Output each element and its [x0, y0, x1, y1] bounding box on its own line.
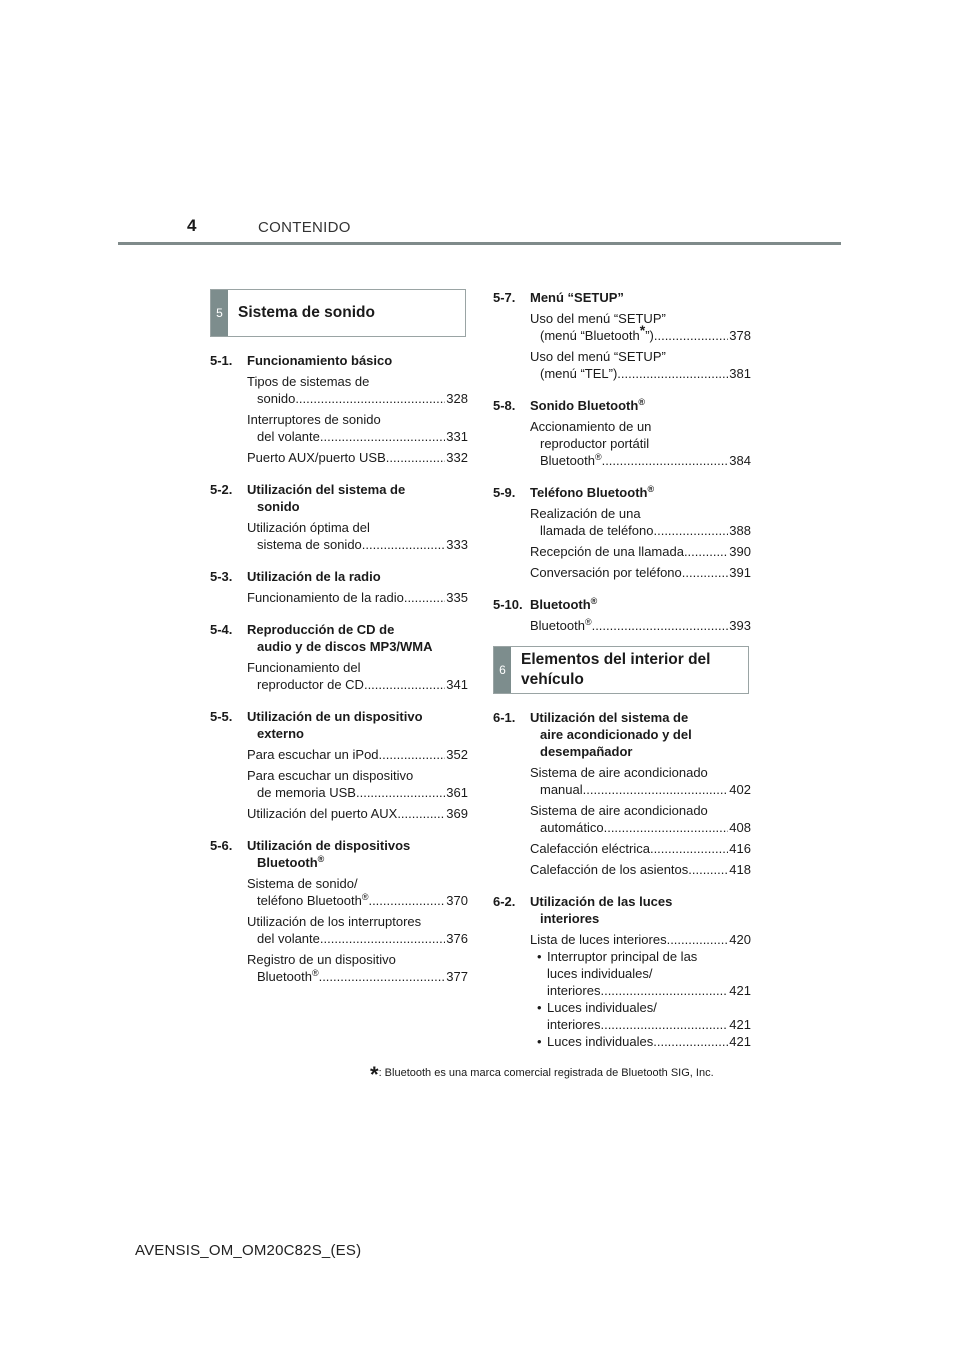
chapter-title-line2: aire acondicionado y del	[540, 727, 692, 742]
chapter-title-line2: interiores	[540, 911, 600, 926]
chapter-title-line1: Utilización de un dispositivo	[247, 709, 423, 724]
chapter	[210, 837, 468, 985]
toc-entry-line1: Funcionamiento del	[247, 660, 361, 675]
toc-entry-line	[530, 840, 751, 857]
chapter-title	[247, 481, 468, 515]
toc-entry-text: sistema de sonido	[257, 537, 362, 552]
toc-entry-line1: Uso del menú “SETUP”	[530, 311, 666, 326]
leader-dots	[320, 428, 445, 445]
page-ref: 421	[729, 1034, 751, 1049]
chapter-number: 5-2.	[210, 482, 233, 497]
toc-entry-line	[247, 676, 468, 693]
page-ref: 393	[729, 618, 751, 633]
toc-entry[interactable]	[247, 951, 468, 985]
page-ref: 369	[446, 806, 468, 821]
leader-dots	[362, 536, 446, 553]
toc-entry-line1: Sistema de aire acondicionado	[530, 765, 708, 780]
toc-subentry-text: interiores	[547, 1017, 601, 1032]
section-title-line2: vehículo	[521, 671, 584, 688]
page-ref: 391	[729, 565, 751, 580]
chapter-title	[530, 289, 751, 306]
chapter	[493, 893, 751, 1050]
chapter-title	[530, 709, 751, 760]
toc-subentry-line1	[537, 948, 751, 965]
chapter-title-line2: sonido	[257, 499, 300, 514]
chapter-number: 5-7.	[493, 290, 516, 305]
chapter-title-line1: Utilización de la radio	[247, 569, 381, 584]
toc-entry-text: Calefacción eléctrica	[530, 841, 650, 856]
toc-entry-line	[247, 784, 468, 801]
chapter-title	[247, 568, 468, 585]
toc-entry[interactable]	[247, 746, 468, 763]
toc-entry-text: (menú “Bluetooth*”)	[540, 322, 654, 343]
chapter-heading[interactable]	[493, 397, 751, 414]
chapter-title-line2: Bluetooth®	[257, 854, 325, 870]
toc-entry-text: Bluetooth®	[257, 968, 319, 984]
chapter-title-line1: Utilización de las luces	[530, 894, 673, 909]
toc-entry-line1: Realización de una	[530, 506, 641, 521]
chapter-title-line1: Bluetooth®	[530, 596, 598, 612]
toc-subentry-line1b: luces individuales/	[547, 966, 653, 981]
toc-entry-text: Para escuchar un iPod	[247, 747, 379, 762]
toc-entry-line	[530, 543, 751, 560]
toc-entry-text: Bluetooth®	[530, 617, 592, 633]
toc-column-right	[493, 289, 751, 1050]
chapter-heading[interactable]	[210, 837, 468, 871]
page-ref: 341	[446, 677, 468, 692]
chapter-number: 5-8.	[493, 398, 516, 413]
toc-entry-text: Bluetooth®	[540, 452, 602, 468]
toc-entry-line	[530, 365, 751, 382]
toc-subentry-line	[537, 982, 751, 999]
leader-dots	[592, 617, 729, 634]
chapter-heading[interactable]	[210, 708, 468, 742]
chapter-number: 5-9.	[493, 485, 516, 500]
chapter-title-line1: Teléfono Bluetooth®	[530, 484, 655, 500]
toc-entry-text: (menú “TEL”)	[540, 366, 618, 381]
page-ref: 421	[729, 983, 751, 998]
toc-entry-text: Lista de luces interiores	[530, 932, 667, 947]
leader-dots	[319, 968, 446, 985]
footnote	[370, 1062, 714, 1088]
toc-entry[interactable]	[530, 802, 751, 836]
toc-entry-line	[530, 861, 751, 878]
chapter	[493, 397, 751, 469]
page-ref: 370	[446, 893, 468, 908]
toc-entry-line1: Accionamiento de un	[530, 419, 652, 434]
toc-entry[interactable]	[247, 659, 468, 693]
toc-entry-line	[247, 930, 468, 947]
chapter-title	[247, 352, 468, 369]
page-ref: 402	[729, 782, 751, 797]
page-ref: 408	[729, 820, 751, 835]
toc-entry[interactable]	[530, 543, 751, 560]
toc-entry[interactable]	[530, 764, 751, 798]
footnote-text: : Bluetooth es una marca comercial registrada de Bluetooth SIG, Inc.	[378, 1067, 714, 1079]
toc-entry-line	[530, 564, 751, 581]
toc-entry-line1: Interruptores de sonido	[247, 412, 381, 427]
section-title	[511, 647, 719, 693]
toc-entry[interactable]	[247, 589, 468, 606]
page-ref: 332	[446, 450, 468, 465]
leader-dots	[617, 365, 728, 382]
leader-dots	[295, 390, 445, 407]
chapter-heading[interactable]	[210, 621, 468, 655]
leader-dots	[650, 840, 728, 857]
toc-subentry-text: interiores	[547, 983, 601, 998]
toc-entry[interactable]	[530, 505, 751, 539]
chapter-number: 5-1.	[210, 353, 233, 368]
page-ref: 377	[446, 969, 468, 984]
chapter-number: 5-10.	[493, 597, 523, 612]
chapter	[210, 481, 468, 553]
chapter-number: 5-6.	[210, 838, 233, 853]
toc-entry-text: de memoria USB	[257, 785, 356, 800]
chapter-number: 5-3.	[210, 569, 233, 584]
toc-entry[interactable]	[247, 767, 468, 801]
toc-entry-line	[247, 390, 468, 407]
page-ref: 328	[446, 391, 468, 406]
toc-entry-line	[247, 428, 468, 445]
chapter-title-line1: Utilización de dispositivos	[247, 838, 411, 853]
toc-entry[interactable]	[530, 310, 751, 344]
page-ref: 352	[446, 747, 468, 762]
chapter-heading[interactable]	[493, 709, 751, 760]
section-header-6[interactable]	[493, 646, 749, 694]
toc-subentry-text: Luces individuales	[547, 1034, 654, 1049]
toc-entry-line	[530, 617, 751, 634]
toc-entry[interactable]	[247, 519, 468, 553]
toc-entry-line1: Sistema de sonido/	[247, 876, 358, 891]
toc-entry-text: manual	[540, 782, 583, 797]
chapter-title	[247, 621, 468, 655]
chapter-heading[interactable]	[493, 289, 751, 306]
toc-entry-line	[247, 449, 468, 466]
toc-entry-line1: Uso del menú “SETUP”	[530, 349, 666, 364]
toc-entry[interactable]	[247, 373, 468, 407]
page-ref: 361	[446, 785, 468, 800]
page-ref: 421	[729, 1017, 751, 1032]
toc-entry-text: Utilización del puerto AUX	[247, 806, 398, 821]
leader-dots	[379, 746, 446, 763]
toc-entry[interactable]	[247, 411, 468, 445]
leader-dots	[602, 452, 729, 469]
chapter	[493, 289, 751, 382]
page-ref: 416	[729, 841, 751, 856]
toc-entry-line1b: reproductor portátil	[540, 436, 650, 451]
toc-entry-line	[247, 589, 468, 606]
page-ref: 384	[729, 453, 751, 468]
chapter-heading[interactable]	[493, 484, 751, 501]
chapter-title	[247, 837, 468, 871]
chapter	[493, 709, 751, 878]
toc-entry-text: teléfono Bluetooth®	[257, 892, 369, 908]
toc-entry-line	[247, 968, 468, 985]
toc-entry-line1: Para escuchar un dispositivo	[247, 768, 414, 783]
toc-entry-text: sonido	[257, 391, 296, 406]
chapter-list	[493, 289, 751, 634]
chapter-title	[530, 484, 751, 501]
toc-subentry-line	[537, 1016, 751, 1033]
leader-dots	[684, 543, 728, 560]
toc-entry-line	[247, 892, 468, 909]
page-ref: 331	[446, 429, 468, 444]
toc-subentry-text: Luces individuales/	[547, 1000, 657, 1015]
chapter-list	[210, 352, 468, 985]
leader-dots	[583, 781, 729, 798]
footnote-mark: *	[370, 1062, 379, 1087]
chapter	[210, 621, 468, 693]
section-title: Sistema de sonido	[238, 304, 375, 321]
page-header	[0, 216, 960, 246]
chapter-heading[interactable]	[493, 596, 751, 613]
chapter-heading[interactable]	[210, 481, 468, 515]
toc-entry[interactable]	[530, 348, 751, 382]
chapter-number: 6-2.	[493, 894, 516, 909]
toc-entry[interactable]	[247, 913, 468, 947]
bullet-glyph: •	[537, 1034, 542, 1049]
page-ref: 390	[729, 544, 751, 559]
toc-entry-line1: Utilización óptima del	[247, 520, 370, 535]
toc-entry-text: llamada de teléfono	[540, 523, 654, 538]
leader-dots	[653, 522, 728, 539]
chapter-title-line1: Sonido Bluetooth®	[530, 397, 645, 413]
leader-dots	[397, 805, 445, 822]
chapter	[493, 484, 751, 581]
chapter-heading[interactable]	[210, 352, 468, 369]
chapter-title-line1: Menú “SETUP”	[530, 290, 624, 305]
toc-entry[interactable]	[530, 617, 751, 634]
toc-entry-line	[530, 781, 751, 798]
bullet-glyph: •	[537, 949, 542, 964]
chapter	[493, 596, 751, 634]
page-ref: 388	[729, 523, 751, 538]
chapter-title-line2: audio y de discos MP3/WMA	[257, 639, 433, 654]
page-ref: 335	[446, 590, 468, 605]
toc-entry-line	[247, 805, 468, 822]
toc-subentry[interactable]	[537, 999, 751, 1033]
leader-dots	[654, 327, 728, 344]
toc-entry-text: del volante	[257, 931, 320, 946]
leader-dots	[600, 1016, 728, 1033]
section-header-5[interactable]	[210, 289, 466, 337]
toc-entry-text: del volante	[257, 429, 320, 444]
chapter-title-line2: externo	[257, 726, 304, 741]
chapter	[210, 352, 468, 466]
toc-entry[interactable]	[247, 449, 468, 466]
toc-entry-line	[530, 322, 751, 344]
toc-entry-line1: Tipos de sistemas de	[247, 374, 370, 389]
leader-dots	[364, 676, 445, 693]
chapter-title-line1: Utilización del sistema de	[530, 710, 689, 725]
toc-entry-line	[530, 522, 751, 539]
toc-entry-text: Calefacción de los asientos	[530, 862, 689, 877]
toc-entry-line1: Utilización de los interruptores	[247, 914, 422, 929]
toc-subentry[interactable]	[537, 948, 751, 999]
page-ref: 333	[446, 537, 468, 552]
document-code: AVENSIS_OM_OM20C82S_(ES)	[135, 1242, 362, 1259]
toc-entry[interactable]	[530, 861, 751, 878]
toc-entry[interactable]	[247, 875, 468, 909]
leader-dots	[404, 589, 445, 606]
toc-entry[interactable]	[530, 418, 751, 469]
toc-entry-line	[247, 746, 468, 763]
leader-dots	[688, 861, 728, 878]
toc-entry-text: Recepción de una llamada	[530, 544, 684, 559]
leader-dots	[653, 1033, 728, 1050]
page-ref: 381	[729, 366, 751, 381]
chapter-heading[interactable]	[210, 568, 468, 585]
chapter-title-line3: desempañador	[540, 744, 633, 759]
page-ref: 378	[729, 328, 751, 343]
leader-dots	[368, 892, 445, 909]
toc-entry[interactable]	[530, 840, 751, 857]
toc-entry-text: Conversación por teléfono	[530, 565, 682, 580]
toc-entry-text: reproductor de CD	[257, 677, 364, 692]
section-number-tab: 5	[211, 290, 228, 336]
leader-dots	[600, 982, 728, 999]
chapter-title	[530, 397, 751, 414]
chapter	[210, 708, 468, 822]
leader-dots	[604, 819, 729, 836]
leader-dots	[320, 930, 445, 947]
toc-column-left	[210, 289, 468, 985]
toc-entry-line	[530, 931, 751, 948]
toc-subentry-text: Interruptor principal de las	[547, 949, 698, 964]
leader-dots	[356, 784, 445, 801]
toc-subentry[interactable]	[537, 1033, 751, 1050]
chapter-title-line1: Reproducción de CD de	[247, 622, 395, 637]
chapter	[210, 568, 468, 606]
bullet-glyph: •	[537, 1000, 542, 1015]
toc-entry-text: automático	[540, 820, 604, 835]
chapter-title	[530, 893, 751, 927]
leader-dots	[682, 564, 729, 581]
toc-entry[interactable]	[530, 931, 751, 948]
chapter-list	[493, 709, 751, 1050]
chapter-number: 6-1.	[493, 710, 516, 725]
toc-entry-line1: Registro de un dispositivo	[247, 952, 396, 967]
leader-dots	[386, 449, 446, 466]
chapter-heading[interactable]	[493, 893, 751, 927]
toc-subentry-line1	[537, 999, 751, 1016]
page-number: 4	[187, 216, 197, 235]
chapter-title-line1: Funcionamiento básico	[247, 353, 393, 368]
page-ref: 376	[446, 931, 468, 946]
header-title: CONTENIDO	[258, 219, 351, 236]
chapter-number: 5-4.	[210, 622, 233, 637]
toc-entry-line	[530, 819, 751, 836]
chapter-number: 5-5.	[210, 709, 233, 724]
section-number-tab: 6	[494, 647, 511, 693]
chapter-title	[247, 708, 468, 742]
toc-entry-text: Funcionamiento de la radio	[247, 590, 404, 605]
page-ref: 418	[729, 862, 751, 877]
header-rule	[118, 242, 841, 245]
chapter-title-line1: Utilización del sistema de	[247, 482, 406, 497]
toc-entry-line	[247, 536, 468, 553]
toc-entry[interactable]	[247, 805, 468, 822]
toc-subentry-line	[537, 1033, 751, 1050]
toc-entry-text: Puerto AUX/puerto USB	[247, 450, 386, 465]
section-title-line1: Elementos del interior del	[521, 651, 711, 668]
toc-entry[interactable]	[530, 564, 751, 581]
page-ref: 420	[729, 932, 751, 947]
leader-dots	[667, 931, 729, 948]
toc-entry-line	[530, 452, 751, 469]
chapter-title	[530, 596, 751, 613]
toc-entry-line1: Sistema de aire acondicionado	[530, 803, 708, 818]
